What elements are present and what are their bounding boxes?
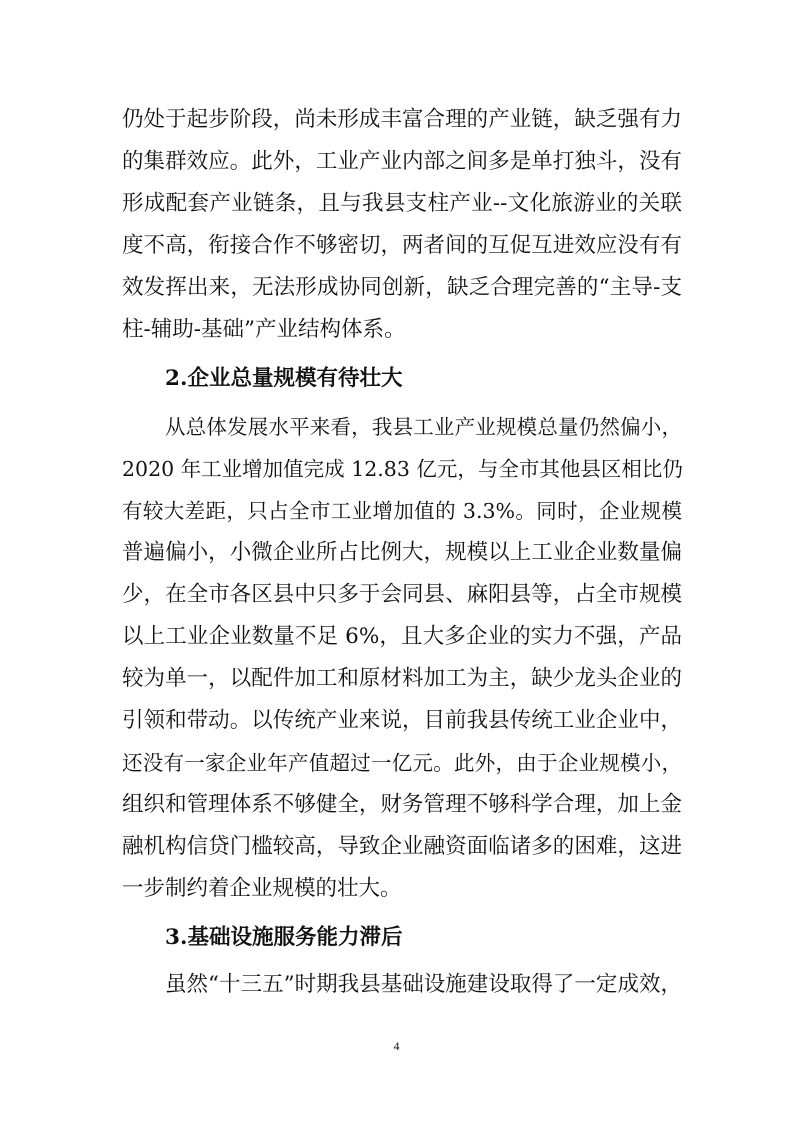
section-heading: 2.企业总量规模有待壮大: [165, 366, 403, 391]
paragraph-line: 的集群效应。此外，工业产业内部之间多是单打独斗，没有: [122, 149, 682, 174]
paragraph-line: 一步制约着企业规模的壮大。: [122, 876, 402, 901]
paragraph-line: 柱-辅助-基础”产业结构体系。: [122, 317, 406, 342]
section-heading: 3.基础设施服务能力滞后: [165, 925, 403, 950]
paragraph-line: 还没有一家企业年产值超过一亿元。此外，由于企业规模小，: [122, 751, 682, 775]
paragraph-line: 2020 年工业增加值完成 12.83 亿元，与全市其他县区相比仍: [122, 457, 683, 481]
paragraph-line: 效发挥出来，无法形成协同创新，缺乏合理完善的“主导-支: [122, 275, 682, 300]
paragraph-line: 少，在全市各区县中只多于会同县、麻阳县等，占全市规模: [122, 582, 682, 607]
paragraph-line: 有较大差距，只占全市工业增加值的 3.3%。同时，企业规模: [122, 499, 682, 523]
paragraph-line: 组织和管理体系不够健全，财务管理不够科学合理，加上金: [122, 792, 682, 817]
paragraph-line: 较为单一，以配件加工和原材料加工为主，缺少龙头企业的: [122, 666, 682, 691]
paragraph-line: 仍处于起步阶段，尚未形成丰富合理的产业链，缺乏强有力: [122, 107, 682, 132]
paragraph-line: 以上工业企业数量不足 6%，且大多企业的实力不强，产品: [122, 624, 682, 649]
page-number: 4: [393, 1039, 400, 1053]
paragraph-line: 度不高，衔接合作不够密切，两者间的互促互进效应没有有: [122, 233, 682, 258]
paragraph-line: 普遍偏小，小微企业所占比例大，规模以上工业企业数量偏: [122, 540, 682, 565]
paragraph-line: 引领和带动。以传统产业来说，目前我县传统工业企业中，: [122, 708, 682, 733]
paragraph-line: 形成配套产业链条，且与我县支柱产业--文化旅游业的关联: [122, 191, 682, 216]
paragraph-line: 虽然“十三五”时期我县基础设施建设取得了一定成效，: [165, 972, 682, 997]
paragraph-line: 融机构信贷门槛较高，导致企业融资面临诸多的困难，这进: [122, 834, 682, 859]
paragraph-line: 从总体发展水平来看，我县工业产业规模总量仍然偏小，: [165, 415, 682, 439]
